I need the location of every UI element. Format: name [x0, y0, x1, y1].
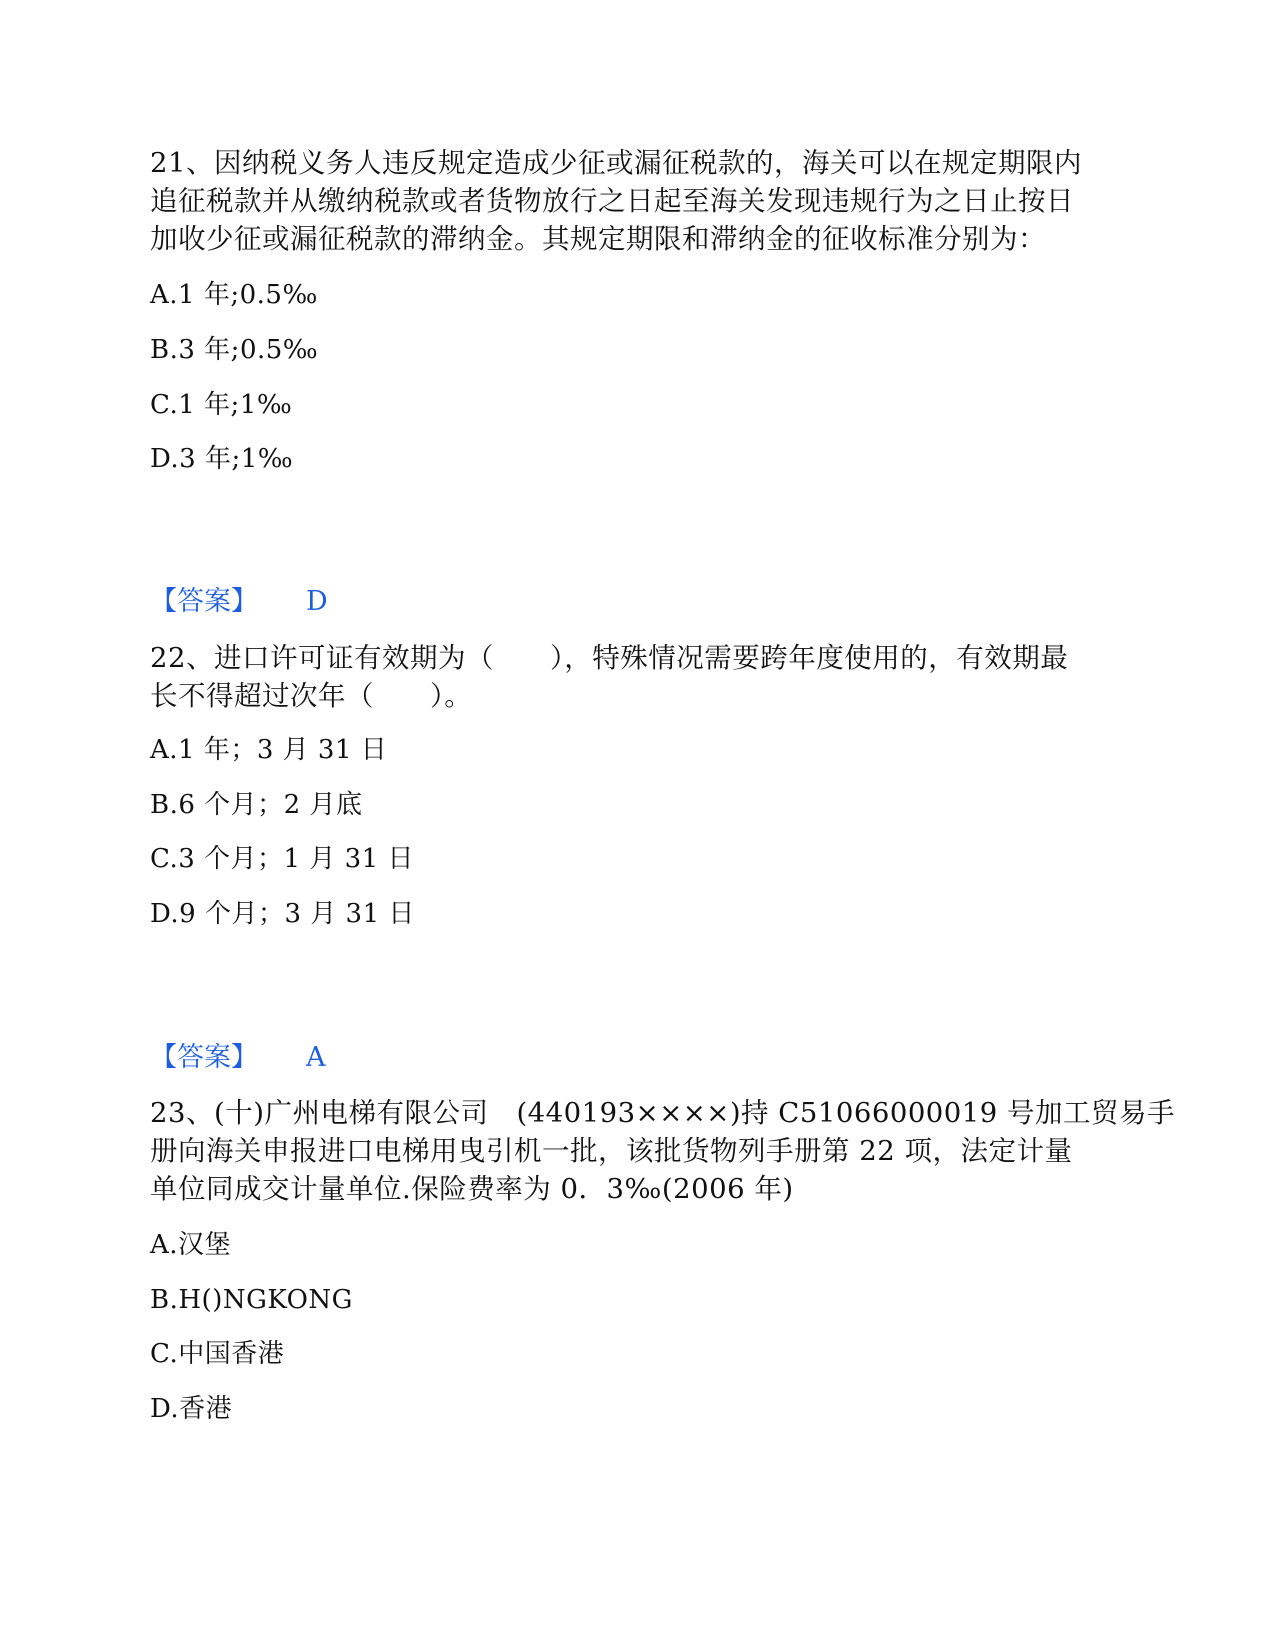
question-stem-line: 加收少征或漏征税款的滞纳金。其规定期限和滞纳金的征收标准分别为：: [150, 223, 1046, 255]
question-stem-line: 长不得超过次年（ ）。: [150, 680, 473, 712]
question-stem-line: 23、(十)广州电梯有限公司 (440193××××)持 C51066000019 号加工贸易手: [150, 1097, 1176, 1129]
option-a: A.1 年;0.5‰: [150, 280, 318, 310]
answer-label: 【答案】: [150, 586, 258, 617]
option-a: A.1 年；3 月 31 日: [150, 735, 388, 765]
question-stem-line: 册向海关申报进口电梯用曳引机一批，该批货物列手册第 22 项，法定计量: [150, 1135, 1073, 1167]
answer-value: D: [306, 586, 328, 617]
question-stem-line: 21、因纳税义务人违反规定造成少征或漏征税款的，海关可以在规定期限内: [150, 147, 1082, 179]
answer-label: 【答案】: [150, 1042, 258, 1073]
question-stem-line: 追征税款并从缴纳税款或者货物放行之日起至海关发现违规行为之日止按日: [150, 185, 1074, 217]
option-a: A.汉堡: [150, 1230, 232, 1260]
option-b: B.3 年;0.5‰: [150, 335, 319, 365]
option-d: D.香港: [150, 1394, 233, 1424]
option-b: B.H()NGKONG: [150, 1285, 353, 1315]
option-c: C.中国香港: [150, 1339, 285, 1369]
option-b: B.6 个月；2 月底: [150, 790, 363, 820]
option-c: C.3 个月；1 月 31 日: [150, 844, 414, 874]
option-d: D.3 年;1‰: [150, 444, 294, 474]
question-stem-line: 22、进口许可证有效期为（ ），特殊情况需要跨年度使用的，有效期最: [150, 642, 1069, 674]
option-d: D.9 个月；3 月 31 日: [150, 899, 415, 929]
option-c: C.1 年;1‰: [150, 390, 293, 420]
answer-value: A: [306, 1042, 326, 1073]
question-stem-line: 单位同成交计量单位.保险费率为 0．3‰(2006 年): [150, 1173, 794, 1205]
